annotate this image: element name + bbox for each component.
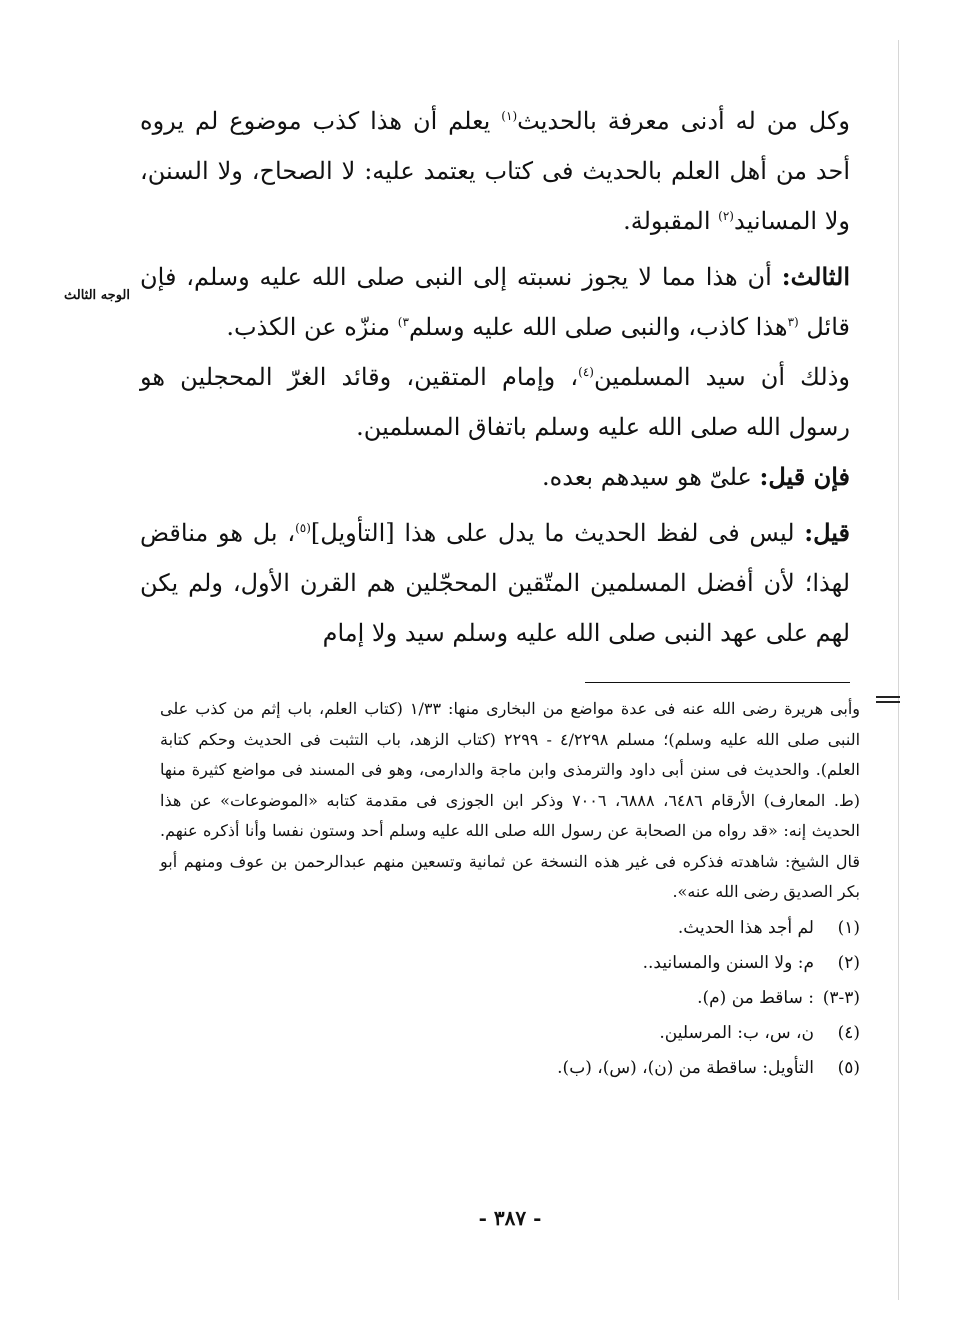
paragraph-1-text-a: وكل من له أدنى معرفة بالحديث xyxy=(517,107,850,135)
footnote-number: (٢) xyxy=(837,952,860,973)
paragraph-4-text: علىّ هو سيدهم بعده. xyxy=(542,463,760,491)
footnotes-section xyxy=(160,694,860,1086)
page-edge-line xyxy=(898,40,899,1300)
paragraph-1-text-b: يعلم أن هذا كذب موضوع لم يروه أحد من أهل العلم بالحديث فى كتاب يعتمد عليه: لا الصحاح، ولا السنن، ولا المسانيد xyxy=(140,107,850,235)
footnote-2 xyxy=(160,946,860,981)
footnote-text: : ساقط من (م). xyxy=(697,987,814,1008)
footnote-ref-5: (٥) xyxy=(295,521,311,535)
footnote-text: ن، س، ب: المرسلين. xyxy=(659,1022,814,1043)
footnote-ref-2: (٢) xyxy=(718,209,734,223)
paragraph-1 xyxy=(140,96,850,246)
margin-note: الوجه الثالث xyxy=(63,288,130,303)
footnote-number: (٥) xyxy=(837,1057,860,1078)
footnote-3 xyxy=(160,981,860,1016)
paragraph-4 xyxy=(140,452,850,502)
paragraph-5-text-b: ، بل هو مناقض لهذا؛ لأن أفضل المسلمين المتّقين المحجّلين هم القرن الأول، ولم يكن لهم على عهد النبى صلى الله عليه وسلم سيد ولا إمام xyxy=(140,519,850,647)
paragraph-2 xyxy=(140,252,850,352)
footnote-list xyxy=(160,911,860,1086)
footnote-number: (١) xyxy=(837,917,860,938)
paragraph-5 xyxy=(140,508,850,658)
footnote-text: التأويل: ساقطة من (ن)، (س)، (ب). xyxy=(557,1057,814,1078)
paragraph-3-text-b: ، وإمام المتقين، وقائد الغرّ المحجلين هو رسول الله صلى الله عليه وسلم باتفاق المسلمين. xyxy=(140,363,850,441)
footnote-ref-3-close: ٣) xyxy=(397,315,409,329)
footnote-separator-rule xyxy=(585,682,850,683)
footnote-5 xyxy=(160,1051,860,1086)
footnote-number: (٣-٣) xyxy=(822,987,860,1008)
footnote-text: لم أجد هذا الحديث. xyxy=(677,917,814,938)
paragraph-2-keyword: الثالث: xyxy=(781,262,850,291)
footnote-1 xyxy=(160,911,860,946)
footnote-4 xyxy=(160,1016,860,1051)
paragraph-5-keyword: قيل: xyxy=(804,518,851,547)
paragraph-1-text-c: المقبولة. xyxy=(623,207,719,235)
paragraph-3-text-a: وذلك أن سيد المسلمين xyxy=(593,363,851,391)
footnote-ref-3-open: (٣ xyxy=(787,315,799,329)
footnote-ref-4: (٤) xyxy=(578,365,594,379)
footnote-continuation: وأبى هريرة رضى الله عنه فى عدة مواضع من البخارى منها: ١/٣٣ (كتاب العلم، باب إثم من كذب على النبى صلى الله عليه وسلم)؛ مسلم ٤/٢٢٩٨ - ٢٢٩٩ (كتاب الزهد، باب التثبت فى الحديث وحكم كتابة العلم). والحديث فى سنن أبى داود والترمذى وابن ماجة والدارمى، وهو فى المسند فى مواضع كثيرة منها (ط. المعارف) الأرقام ٦٤٨٦، ٦٨٨٨، ٧٠٠٦ وذكر ابن الجوزى فى مقدمة كتابه «الموضوعات» عن هذا الحديث إنه: «قد رواه من الصحابة عن رسول الله صلى الله عليه وسلم أحد وستون نفسا وأنا أذكره عنهم. قال الشيخ: شاهدته فذكره فى غير هذه النسخة عن ثمانية وتسعين منهم عبدالرحمن بن عوف ومنهم أبو بكر الصديق رضى الله عنه». xyxy=(160,699,861,901)
paragraph-2-text-a: أن هذا مما لا يجوز نسبته إلى النبى صلى الله عليه وسلم، فإن قائل xyxy=(140,263,850,341)
paragraph-5-text-a: ليس فى لفظ الحديث ما يدل على هذا [التأويل] xyxy=(310,519,805,547)
footnote-continuation-mark xyxy=(876,696,900,704)
footnote-ref-1: (١) xyxy=(501,109,518,123)
footnote-number: (٤) xyxy=(837,1022,860,1043)
paragraph-4-keyword: فإن قيل: xyxy=(759,462,850,491)
paragraph-2-text-c: منزّه عن الكذب. xyxy=(226,313,398,341)
footnote-text: م: ولا السنن والمسانيد.. xyxy=(642,952,814,973)
page-number: - ٣٨٧ - xyxy=(478,1206,542,1230)
main-text xyxy=(140,96,850,658)
paragraph-2-text-b: هذا كاذب، والنبى صلى الله عليه وسلم xyxy=(408,313,788,341)
paragraph-3 xyxy=(140,352,850,452)
